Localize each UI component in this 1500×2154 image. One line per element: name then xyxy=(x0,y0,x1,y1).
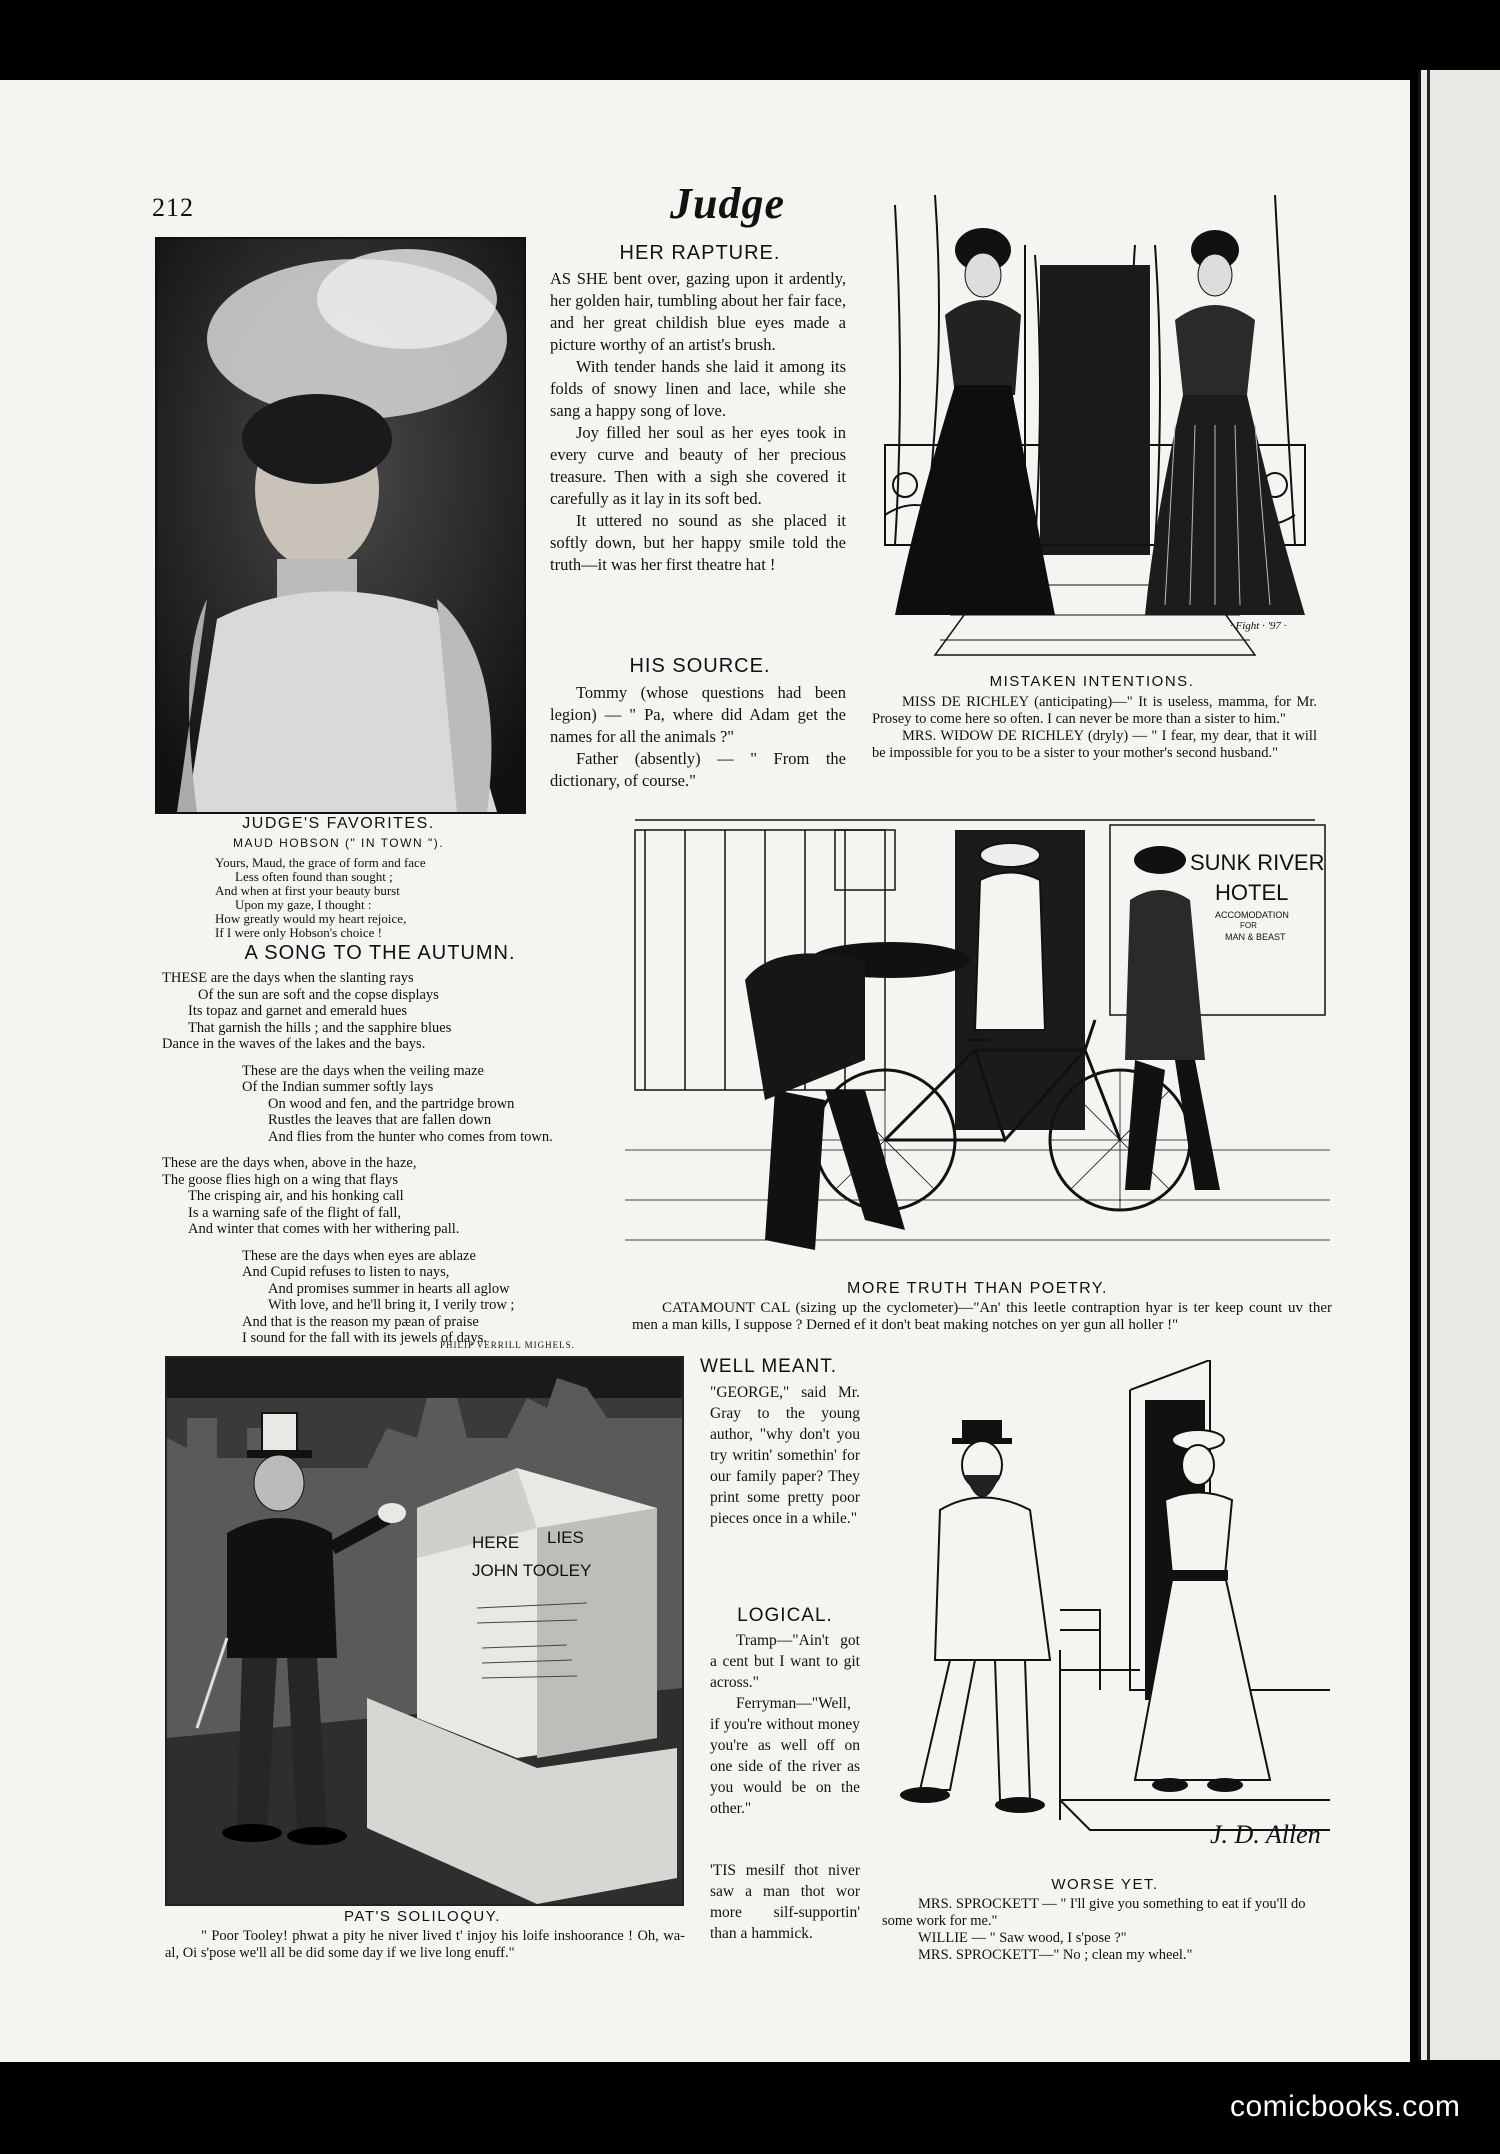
well-meant-text: "GEORGE," said Mr. Gray to the young author, "why don't you try writin' somethin' for our family paper? They print some pretty poor pieces once in a while." xyxy=(710,1384,860,1527)
poem-line: Of the sun are soft and the copse displays xyxy=(198,986,439,1003)
poem-line: On wood and fen, and the partridge brown xyxy=(268,1095,515,1112)
more-truth-title: MORE TRUTH THAN POETRY. xyxy=(847,1280,1108,1297)
pats-soliloquy-illustration xyxy=(165,1356,684,1906)
verse-line: And when at first your beauty burst xyxy=(215,883,400,898)
caption-line: WILLIE — " Saw wood, I s'pose ?" xyxy=(918,1930,1127,1946)
paragraph: AS SHE bent over, gazing upon it ardently, her golden hair, tumbling about her fair face, and her great childish blue eyes made a picture worthy of an artist's brush. xyxy=(550,269,846,354)
judges-favorites-verse xyxy=(215,856,515,940)
tis-mesilf-text: 'TIS mesilf thot niver saw a man thot wor more silf-supportin' than a hammick. xyxy=(710,1862,860,1942)
pats-soliloquy-title: PAT'S SOLILOQUY. xyxy=(344,1908,501,1925)
sign-line-2: HOTEL xyxy=(1215,880,1289,905)
poem-line: Is a warning safe of the flight of fall, xyxy=(188,1204,401,1221)
tomb-line-1: HERE xyxy=(472,1533,520,1552)
sign-line-1: SUNK RIVER xyxy=(1190,850,1325,875)
mistaken-intentions-caption xyxy=(872,694,1317,762)
worse-yet-illustration xyxy=(880,1360,1330,1870)
paragraph: Father (absently) — " From the dictionary, of course." xyxy=(550,749,846,790)
poem-line: That garnish the hills ; and the sapphire blues xyxy=(188,1019,452,1036)
poem-line: And promises summer in hearts all aglow xyxy=(268,1280,510,1297)
pats-soliloquy-caption: " Poor Tooley! phwat a pity he niver lived t' injoy his loife inshoorance ! Oh, wa-al, Oi s'pose we'll all be did some day if we live long enuff." xyxy=(165,1928,685,1961)
sign-line-3: ACCOMODATION xyxy=(1215,910,1289,920)
paragraph: Joy filled her soul as her eyes took in every curve and beauty of her precious treasure. Then with a sigh she covered it carefully as it lay in its soft bed. xyxy=(550,423,846,508)
judges-favorites-subtitle: MAUD HOBSON (" IN TOWN "). xyxy=(232,836,445,850)
masthead-judge: Judge xyxy=(670,179,785,228)
mistaken-intentions-signature: · Fight · '97 · xyxy=(1230,620,1287,632)
poem-line: These are the days when eyes are ablaze xyxy=(242,1247,476,1264)
verse-line: Less often found than sought ; xyxy=(235,869,393,884)
his-source-title: HIS SOURCE. xyxy=(629,655,771,677)
paragraph: Tramp—"Ain't got a cent but I want to git across." xyxy=(710,1632,860,1691)
her-rapture-text xyxy=(550,268,846,576)
poem-line: Its topaz and garnet and emerald hues xyxy=(188,1003,408,1019)
poem-line: The crisping air, and his honking call xyxy=(188,1188,404,1204)
well-meant-title: WELL MEANT. xyxy=(700,1356,837,1377)
poem-line: These are the days when the veiling maze xyxy=(242,1062,484,1079)
poem-line: The goose flies high on a wing that flays xyxy=(162,1171,398,1188)
paragraph: With tender hands she laid it among its folds of snowy linen and lace, while she sang a happy song of love. xyxy=(550,357,846,420)
poem-line: Rustles the leaves that are fallen down xyxy=(268,1112,492,1128)
logical-title: LOGICAL. xyxy=(737,1605,833,1626)
verse-line: Yours, Maud, the grace of form and face xyxy=(215,855,426,870)
mistaken-intentions-illustration xyxy=(875,185,1315,665)
verse-line: Upon my gaze, I thought : xyxy=(235,897,372,912)
poem-line: And flies from the hunter who comes from town. xyxy=(268,1128,553,1145)
next-page-edge xyxy=(1418,70,1500,2060)
worse-yet-signature: J. D. Allen xyxy=(1210,1820,1321,1849)
caption-line: MRS. SPROCKETT — " I'll give you something to eat if you'll do some work for me." xyxy=(882,1896,1306,1929)
maud-hobson-photo xyxy=(155,237,526,814)
tomb-line-3: JOHN TOOLEY xyxy=(472,1561,592,1580)
sign-line-4: FOR xyxy=(1240,921,1257,930)
paragraph: Tommy (whose questions had been legion) — " Pa, where did Adam get the names for all the animals ?" xyxy=(550,683,846,746)
his-source-text xyxy=(550,682,846,792)
worse-yet-title: WORSE YET. xyxy=(1051,1876,1159,1893)
poem-line: THESE are the days when the slanting rays xyxy=(162,970,414,986)
tomb-line-2: LIES xyxy=(547,1528,584,1547)
poem-line: And that is the reason my pæan of praise xyxy=(242,1313,479,1330)
verse-line: How greatly would my heart rejoice, xyxy=(215,911,407,926)
song-autumn-poem xyxy=(162,970,602,1347)
sign-line-5: MAN & BEAST xyxy=(1225,932,1286,942)
poem-line: Of the Indian summer softly lays xyxy=(242,1079,434,1095)
more-truth-caption: CATAMOUNT CAL (sizing up the cyclometer)—"An' this leetle contraption hyar is ter keep count uv ther men a man kills, I suppose ? Derned ef it don't beat making notches on yer gun all holler !" xyxy=(632,1300,1332,1333)
paragraph: Ferryman—"Well, if you're without money you're as well off on one side of the river as you would be on the other." xyxy=(710,1695,860,1817)
logical-text xyxy=(710,1630,860,1819)
poem-line: And winter that comes with her withering pall. xyxy=(188,1221,460,1237)
her-rapture-title: HER RAPTURE. xyxy=(619,242,781,264)
paragraph: It uttered no sound as she placed it softly down, but her happy smile told the truth—it was her first theatre hat ! xyxy=(550,511,846,574)
song-autumn-author: PHILIP VERRILL MIGHELS. xyxy=(440,1340,575,1350)
poem-line: I sound for the fall with its jewels of days. xyxy=(242,1330,487,1346)
verse-line: If I were only Hobson's choice ! xyxy=(215,925,382,940)
poem-line: With love, and he'll bring it, I verily trow ; xyxy=(268,1297,515,1313)
worse-yet-caption xyxy=(882,1896,1332,1964)
poem-line: And Cupid refuses to listen to nays, xyxy=(242,1264,450,1280)
caption-line: MRS. SPROCKETT—" No ; clean my wheel." xyxy=(918,1947,1193,1963)
watermark-comicbooks: comicbooks.com xyxy=(1230,2090,1461,2123)
caption-line: MISS DE RICHLEY (anticipating)—" It is useless, mamma, for Mr. Prosey to come here so often. I can never be more than a sister to him." xyxy=(872,694,1317,727)
page-number: 212 xyxy=(152,193,194,222)
judges-favorites-title: JUDGE'S FAVORITES. xyxy=(242,815,435,832)
poem-line: Dance in the waves of the lakes and the bays. xyxy=(162,1036,426,1052)
poem-line: These are the days when, above in the haze, xyxy=(162,1155,417,1171)
mistaken-intentions-title: MISTAKEN INTENTIONS. xyxy=(989,673,1195,690)
more-truth-illustration xyxy=(625,800,1330,1275)
song-autumn-title: A SONG TO THE AUTUMN. xyxy=(244,942,516,964)
caption-line: MRS. WIDOW DE RICHLEY (dryly) — " I fear, my dear, that it will be impossible for you to be a sister to your mother's second husband." xyxy=(872,728,1317,761)
